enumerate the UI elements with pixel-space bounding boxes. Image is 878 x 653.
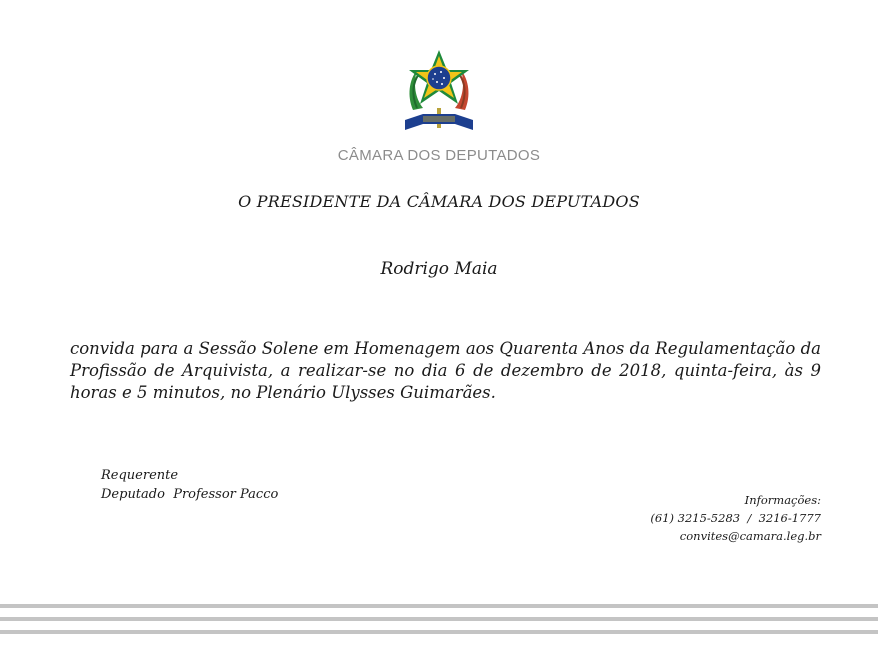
- info-phones: (61) 3215-5283 / 3216-1777: [650, 511, 821, 525]
- institution-name: CÂMARA DOS DEPUTADOS: [337, 147, 541, 164]
- president-name: Rodrigo Maia: [380, 259, 498, 279]
- requester-name: Deputado Professor Pacco: [101, 487, 279, 502]
- footer-line: [0, 604, 878, 608]
- requester-label: Requerente: [101, 468, 179, 483]
- invitation-text: convida para a Sessão Solene em Homenagem aos Quarenta Anos da Regulamentação da Profissão de Arquivista, a realizar-se no dia 6 de dezembro de 2018, quinta-feira, às 9 horas e 5 minutos, no Plenário Ulysses Guimarães.: [70, 339, 821, 402]
- footer-line: [0, 630, 878, 634]
- info-email: convites@camara.leg.br: [679, 529, 821, 543]
- brazil-coat-of-arms-icon: [399, 44, 479, 140]
- invitation-title: O PRESIDENTE DA CÂMARA DOS DEPUTADOS: [238, 192, 640, 211]
- info-label: Informações:: [744, 493, 821, 507]
- requester-block: [101, 466, 278, 504]
- footer-line: [0, 617, 878, 621]
- footer-decoration: [0, 600, 878, 640]
- contact-info-block: [650, 491, 821, 545]
